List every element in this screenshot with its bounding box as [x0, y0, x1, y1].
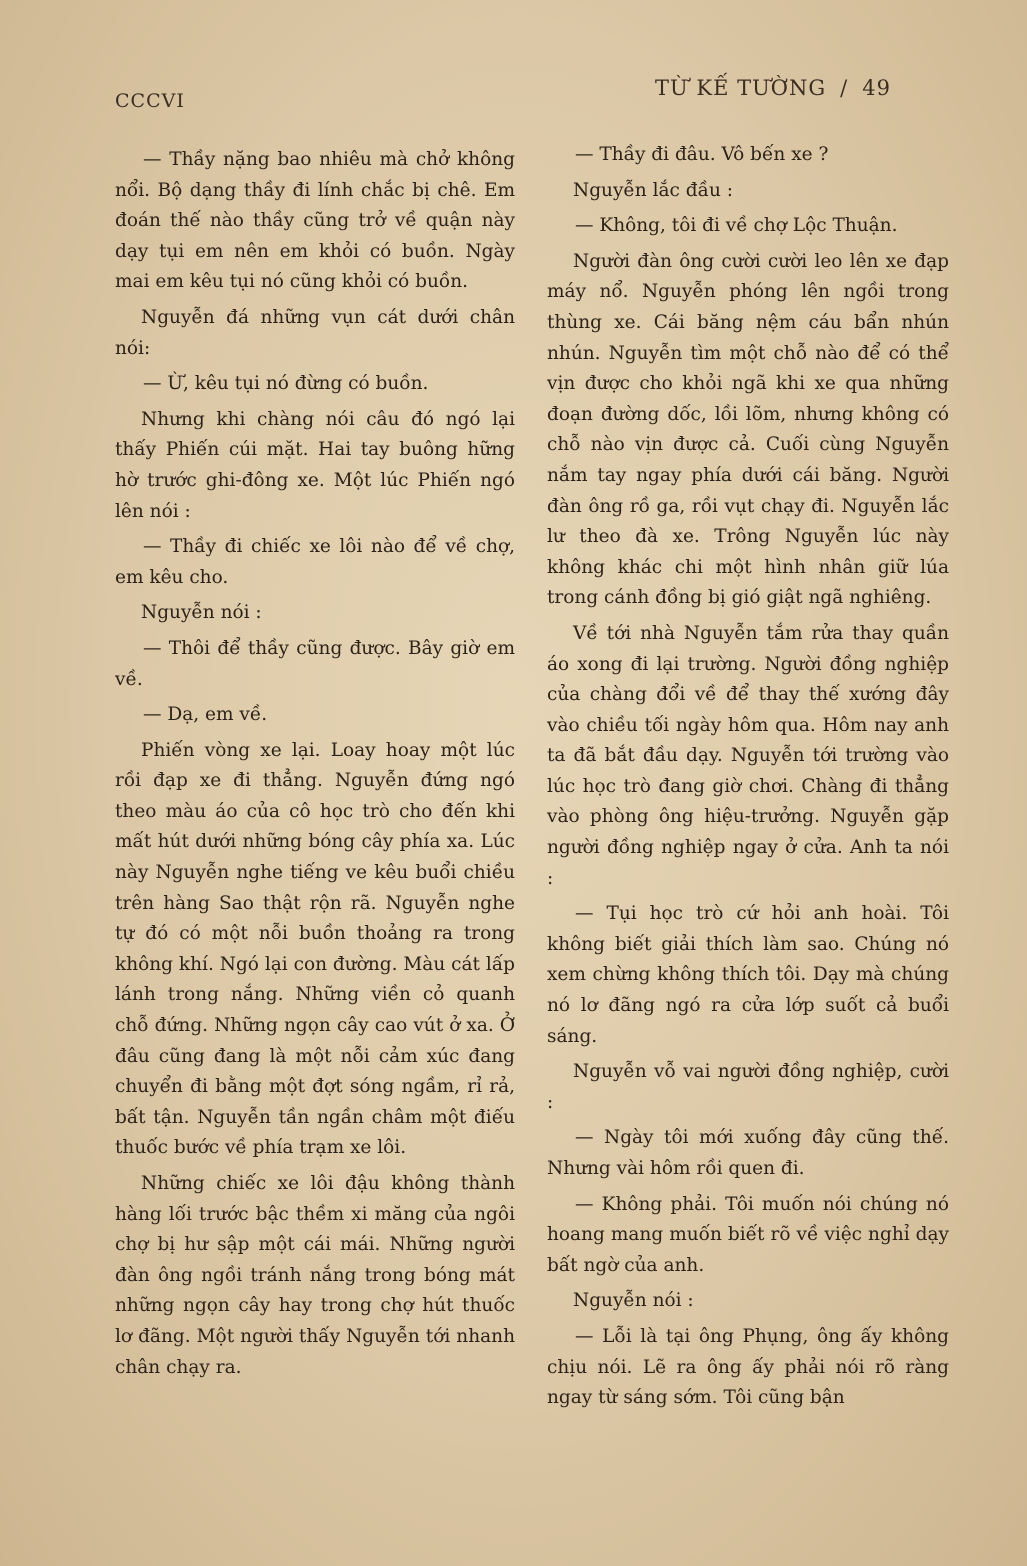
paragraph: — Tụi học trò cứ hỏi anh hoài. Tôi không biết giải thích làm sao. Chúng nó xem chừng không thích tôi. Dạy mà chúng nó lơ đãng ngó ra cửa lớp suốt cả buổi sáng.: [547, 903, 949, 1047]
paragraph: — Không, tôi đi về chợ Lộc Thuận.: [575, 215, 898, 237]
paragraph: Người đàn ông cười cười leo lên xe đạp máy nổ. Nguyễn phóng lên ngồi trong thùng xe. Cái băng nệm cáu bẩn nhún nhún. Nguyễn tìm một chỗ nào để có thể vịn được cho khỏi ngã khi xe qua những đoạn đường dốc, lồi lõm, nhưng không có chỗ nào vịn được cả. Cuối cùng Nguyễn nắm tay ngay phía dưới cái băng. Người đàn ông rồ ga, rồi vụt chạy đi. Nguyễn lắc lư theo đà xe. Trông Nguyễn lúc này không khác chi một hình nhân giữ lúa trong cánh đồng bị gió giật ngã nghiêng.: [547, 250, 949, 609]
paragraph: Nguyễn nói :: [573, 1290, 694, 1312]
paragraph: — Thôi để thầy cũng được. Bây giờ em về.: [115, 637, 515, 690]
paragraph: — Ừ, kêu tụi nó đừng có buồn.: [143, 373, 429, 395]
paragraph: — Không phải. Tôi muốn nói chúng nó hoang mang muốn biết rõ về việc nghỉ dạy bất ngờ của anh.: [547, 1193, 949, 1276]
paragraph: Nguyễn lắc đầu :: [573, 179, 733, 201]
right-text-column: [547, 140, 949, 1419]
paragraph: — Ngày tôi mới xuống đây cũng thế. Nhưng vài hôm rồi quen đi.: [547, 1127, 949, 1179]
paragraph: — Lỗi là tại ông Phụng, ông ấy không chịu nói. Lẽ ra ông ấy phải nói rõ ràng ngay từ sáng sớm. Tôi cũng bận: [547, 1325, 949, 1409]
paragraph: Về tới nhà Nguyễn tắm rửa thay quần áo xong đi lại trường. Người đồng nghiệp của chàng đổi về để thay thế xướng đây vào chiều tối ngày hôm qua. Hôm nay anh ta đã bắt đầu dạy. Nguyễn tới trường vào lúc học trò đang giờ chơi. Chàng đi thẳng vào phòng ông hiệu-trưởng. Nguyễn gặp người đồng nghiệp ngay ở cửa. Anh ta nói :: [547, 622, 949, 889]
paragraph: Nguyễn vỗ vai người đồng nghiệp, cười :: [547, 1061, 949, 1113]
paragraph: — Dạ, em về.: [143, 704, 268, 726]
paragraph: Nguyễn nói :: [141, 602, 262, 624]
left-text-column: [115, 145, 515, 1388]
running-header: [655, 76, 945, 100]
paragraph: Phiến vòng xe lại. Loay hoay một lúc rồi đạp xe đi thẳng. Nguyễn đứng ngó theo màu áo của cô học trò cho đến khi mất hút dưới những bóng cây phía xa. Lúc này Nguyễn nghe tiếng ve kêu buổi chiều trên hàng Sao thật rộn rã. Nguyễn nghe tự đó có một nỗi buồn thoảng ra trong không khí. Ngó lại con đường. Màu cát lấp lánh trong nắng. Những viền cỏ quanh chỗ đứng. Những ngọn cây cao vút ở xa. Ở đâu cũng đang là một nỗi cảm xúc đang chuyển đi bằng một đợt sóng ngầm, rỉ rả, bất tận. Nguyễn tần ngần châm một điếu thuốc bước về phía trạm xe lôi.: [115, 739, 515, 1159]
paragraph: — Thầy nặng bao nhiêu mà chở không nổi. Bộ dạng thầy đi lính chắc bị chê. Em đoán thế nào thầy cũng trở về quận này dạy tụi em nên em khỏi có buồn. Ngày mai em kêu tụi nó cũng khỏi có buồn.: [115, 149, 515, 293]
paragraph: — Thầy đi chiếc xe lôi nào để về chợ, em kêu cho.: [115, 536, 515, 588]
paragraph: Nguyễn đá những vụn cát dưới chân nói:: [115, 306, 515, 359]
header-separator: /: [840, 76, 849, 100]
section-marker: CCCVI: [115, 90, 185, 112]
page-number: 49: [862, 76, 891, 100]
paragraph: Nhưng khi chàng nói câu đó ngó lại thấy Phiến cúi mặt. Hai tay buông hững hờ trước ghi-đông xe. Một lúc Phiến ngó lên nói :: [115, 408, 515, 522]
chapter-title: TỪ KẾ TƯỜNG: [655, 76, 827, 100]
paragraph: Những chiếc xe lôi đậu không thành hàng lối trước bậc thềm xi măng của ngôi chợ bị hư sập một cái mái. Những người đàn ông ngồi tránh nắng trong bóng mát những ngọn cây hay trong chợ hút thuốc lơ đãng. Một người thấy Nguyễn tới nhanh chân chạy ra.: [115, 1173, 515, 1378]
paragraph: — Thầy đi đâu. Vô bến xe ?: [575, 144, 829, 165]
